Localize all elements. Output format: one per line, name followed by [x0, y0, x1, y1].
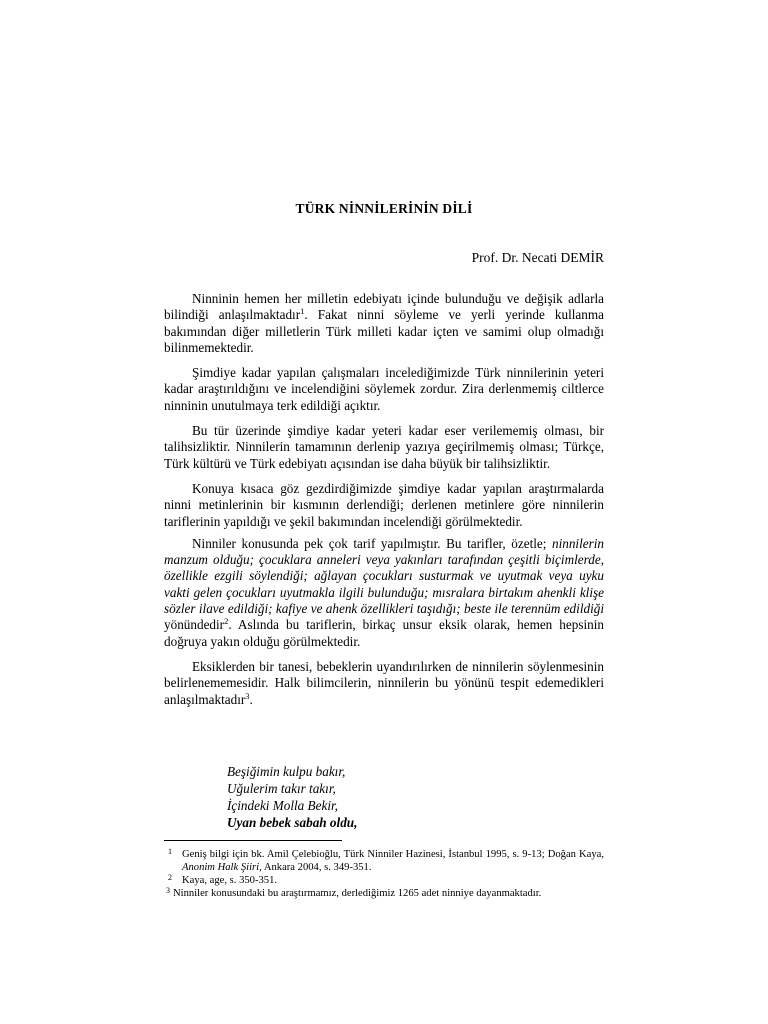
footnote-ref-3: 3 [245, 690, 250, 701]
paragraph-4: Konuya kısaca göz gezdirdiğimizde şimdiye kadar yapılan araştırmalarda ninni metinlerinin bir kısmının derlendiği; derlenen metinlere göre ninnilerin tariflerinin yapıldığı ve şekil bakımından incelendiği görülmektedir. [164, 480, 604, 529]
paragraph-1: Ninninin hemen her milletin edebiyatı içinde bulunduğu ve değişik adlarla bilindiği anlaşılmaktadır$^1$. Fakat ninni söyleme ve yerli yerinde kullanma bakımından diğer milletlerin Türk milleti kadar içten ve samimi olup olmadığı bilinmemektedir. [164, 291, 604, 355]
paragraph-2: Şimdiye kadar yapılan çalışmaları incelediğimizde Türk ninnilerinin yeteri kadar araştırıldığını ve incelendiğini söylemek zordur. Zira derlenmemiş ciltlerce ninninin unutulmaya terk edildiği açıktır. [164, 365, 604, 413]
footnote-mark: 1 [168, 847, 172, 856]
lullaby-verse [227, 763, 357, 831]
footnote-mark: 3 [166, 886, 170, 895]
definition-italic: ninnilerin manzum olduğu; çocuklara anneleri veya yakınları tarafından çeşitli biçimlerde, özellikle ezgili söylendiği; ağlayan çocukları susturmak ve uyutmak veya uyku vakti gelen çocukları uyutmakla ilgili bulunduğu; mısralara birtakım ahenkli klişe sözler ilave edildiği; kafiye ve ahenk özellikleri taşıdığı; beste ile terennüm edildiği [164, 535, 604, 617]
paragraph-3: Bu tür üzerinde şimdiye kadar yeteri kadar eser verilememiş olması, bir talihsizliktir. Ninnilerin tamamının derlenip yazıya geçirilmemiş olması; Türkçe, Türk kültürü ve Türk edebiyatı açısından ise daha büyük bir talihsizliktir. [164, 423, 604, 471]
paragraph-6: Eksiklerden bir tanesi, bebeklerin uyandırılırken de ninnilerin söylenmesinin belirlenememesidir. Halk bilimcilerin, ninnilerin bu yönünü tespit edemedikleri anlaşılmaktadır$^3$. [164, 658, 604, 707]
footnote-1: 1 Geniş bilgi için bk. Amil Çelebioğlu, Türk Ninniler Hazinesi, İstanbul 1995, s. 9-13; Doğan Kaya, Anonim Halk Şiiri, Ankara 2004, s. 349-351. [168, 847, 604, 873]
verse-line: Uyan bebek sabah oldu, [227, 815, 358, 830]
document-title: TÜRK NİNNİLERİNİN DİLİ [295, 201, 473, 216]
verse-line: Uğulerim takır takır, [227, 781, 336, 796]
footnote-divider [164, 840, 342, 841]
author-line: Prof. Dr. Necati DEMİR [471, 250, 604, 265]
footnotes [164, 848, 604, 900]
footnote-ref-1: 1 [300, 306, 305, 317]
verse-line: İçindeki Molla Bekir, [227, 798, 338, 813]
footnote-2: 2 Kaya, age, s. 350-351. [168, 873, 278, 886]
body-text [164, 291, 604, 717]
footnote-ref-2: 2 [224, 616, 229, 627]
paragraph-5: Ninniler konusunda pek çok tarif yapılmıştır. Bu tarifler, özetle; ninnilerin manzum olduğu; çocuklara anneleri veya yakınları tarafından çeşitli biçimlerde, özellikle ezgili söylendiği; ağlayan çocukları susturmak ve uyutmak veya uyku vakti gelen çocukları uyutmakla ilgili bulunduğu; mısralara birtakım ahenkli klişe sözler ilave edildiği; kafiye ve ahenk özellikleri taşıdığı; beste ile terennüm edildiği yönündedir$^2$. Aslında bu tariflerin, birkaç unsur eksik olarak, hemen hepsinin doğruya yakın olduğu görülmektedir. [164, 535, 604, 649]
verse-line: Beşiğimin kulpu bakır, [227, 764, 346, 779]
footnote-3: 3 Ninniler konusundaki bu araştırmamız, derlediğimiz 1265 adet ninniye dayanmaktadır. [166, 886, 542, 899]
footnote-mark: 2 [168, 873, 172, 882]
